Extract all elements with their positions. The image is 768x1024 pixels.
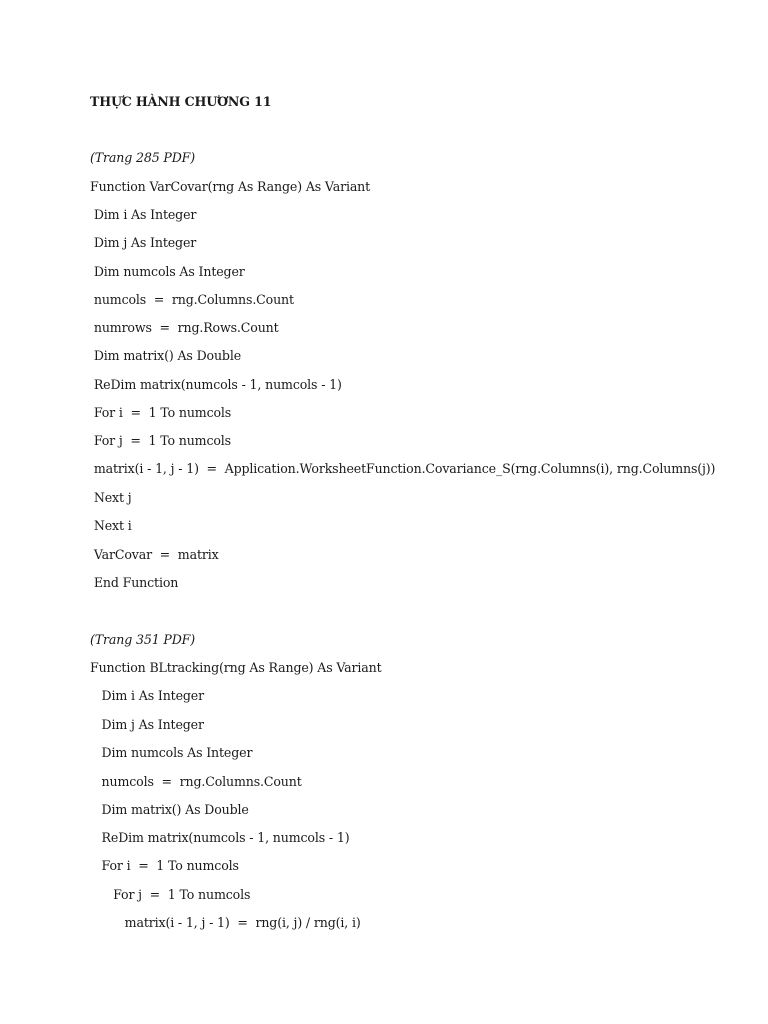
code-line: Next j <box>90 490 132 505</box>
code-line: numcols = rng.Columns.Count <box>90 774 302 789</box>
code-line: Dim i As Integer <box>90 207 197 222</box>
code-line: matrix(i - 1, j - 1) = Application.WorksheetFunction.Covariance_S(rng.Columns(i), rng.Columns(j)) <box>90 461 716 476</box>
code-line: For i = 1 To numcols <box>90 858 239 873</box>
code-line: Dim j As Integer <box>90 717 204 732</box>
code-line: numcols = rng.Columns.Count <box>90 292 294 307</box>
code-line: For j = 1 To numcols <box>90 887 251 902</box>
code-line: Function BLtracking(rng As Range) As Variant <box>90 660 382 675</box>
code-line: For j = 1 To numcols <box>90 433 231 448</box>
code-line: matrix(i - 1, j - 1) = rng(i, j) / rng(i, i) <box>90 915 361 930</box>
code-line: Dim j As Integer <box>90 235 197 250</box>
code-line: Dim numcols As Integer <box>90 264 245 279</box>
page-reference-1: (Trang 285 PDF) <box>90 150 196 165</box>
code-line: ReDim matrix(numcols - 1, numcols - 1) <box>90 377 342 392</box>
code-line: VarCovar = matrix <box>90 547 219 562</box>
code-line: End Function <box>90 575 179 590</box>
code-line: Dim i As Integer <box>90 688 204 703</box>
code-line: For i = 1 To numcols <box>90 405 232 420</box>
document-title: THỰC HÀNH CHƯƠNG 11 <box>90 94 272 109</box>
code-line: Dim matrix() As Double <box>90 802 249 817</box>
code-line: Dim matrix() As Double <box>90 348 242 363</box>
code-line: ReDim matrix(numcols - 1, numcols - 1) <box>90 830 350 845</box>
code-line: Function VarCovar(rng As Range) As Variant <box>90 179 371 194</box>
code-line: Next i <box>90 518 132 533</box>
code-line: Dim numcols As Integer <box>90 745 253 760</box>
code-line: numrows = rng.Rows.Count <box>90 320 279 335</box>
page-reference-2: (Trang 351 PDF) <box>90 632 196 647</box>
